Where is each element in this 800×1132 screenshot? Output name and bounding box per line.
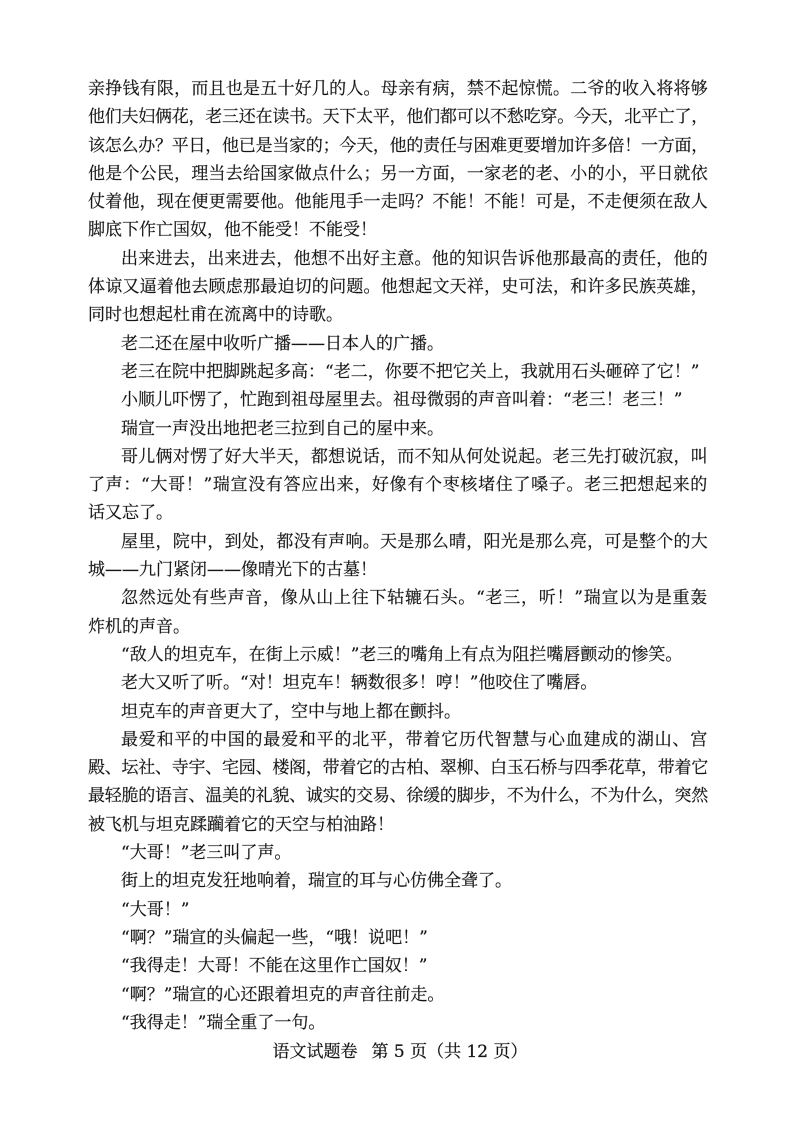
text-line: 老二还在屋中收听广播——日本人的广播。 xyxy=(121,333,444,354)
text-line: 脚底下作亡国奴，他不能受！不能受！ xyxy=(88,220,377,241)
text-line: 话又忘了。 xyxy=(88,503,173,524)
paragraph xyxy=(88,698,708,726)
paragraph xyxy=(88,584,708,641)
paragraph xyxy=(88,75,708,245)
text-line: 城——九门紧闭——像晴光下的古墓！ xyxy=(88,560,377,581)
text-line: 仗着他，现在便更需要他。他能甩手一走吗？不能！不能！可是，不走便须在敌人 xyxy=(88,192,708,213)
text-line: “敌人的坦克车，在街上示威！”老三的嘴角上有点为阻拦嘴唇颤动的惨笑。 xyxy=(121,644,683,665)
paragraph xyxy=(88,358,708,386)
text-line: 哥儿俩对愣了好大半天，都想说话，而不知从何处说起。老三先打破沉寂，叫 xyxy=(121,446,708,467)
text-line: 他是个公民，理当去给国家做点什么；另一方面，一家老的老、小的小，平日就依 xyxy=(88,163,708,184)
text-line: 坦克车的声音更大了，空中与地上都在颤抖。 xyxy=(121,701,461,722)
text-line: “啊？”瑞宣的头偏起一些，“哦！说吧！” xyxy=(121,927,428,948)
text-line: 瑞宣一声没出地把老三拉到自己的屋中来。 xyxy=(121,418,444,439)
text-line: “大哥！” xyxy=(121,899,190,920)
paragraph xyxy=(88,924,708,952)
text-line: 体谅又逼着他去顾虑那最迫切的问题。他想起文天祥，史可法，和许多民族英雄， xyxy=(88,277,708,298)
text-line: 小顺儿吓愣了，忙跑到祖母屋里去。祖母微弱的声音叫着：“老三！老三！” xyxy=(121,390,683,411)
text-line: 该怎么办？平日，他已是当家的；今天，他的责任与困难更要增加许多倍！一方面， xyxy=(88,135,708,156)
text-line: “我得走！大哥！不能在这里作亡国奴！” xyxy=(121,956,428,977)
text-line: 街上的坦克发狂地响着，瑞宣的耳与心仿佛全聋了。 xyxy=(121,871,512,892)
paragraph xyxy=(88,867,708,895)
passage-text xyxy=(88,75,708,1037)
paragraph xyxy=(88,896,708,924)
text-line: 同时也想起杜甫在流离中的诗歌。 xyxy=(88,305,343,326)
footer-subject: 语文试题卷 xyxy=(272,1042,358,1062)
paragraph xyxy=(88,245,708,330)
text-line: “大哥！”老三叫了声。 xyxy=(121,843,292,864)
text-line: 屋里，院中，到处，都没有声响。天是那么晴，阳光是那么亮，可是整个的大 xyxy=(121,531,708,552)
paragraph xyxy=(88,1009,708,1037)
paragraph xyxy=(88,839,708,867)
text-line: 出来进去，出来进去，他想不出好主意。他的知识告诉他那最高的责任，他的 xyxy=(121,248,708,269)
paragraph xyxy=(88,330,708,358)
page-footer xyxy=(0,1041,800,1063)
text-line: 忽然远处有些声音，像从山上往下轱辘石头。“老三，听！”瑞宣以为是重轰 xyxy=(121,588,708,609)
paragraph xyxy=(88,415,708,443)
text-line: 了声：“大哥！”瑞宣没有答应出来，好像有个枣核堵住了嗓子。老三把想起来的 xyxy=(88,475,708,496)
paragraph xyxy=(88,669,708,697)
text-line: 亲挣钱有限，而且也是五十好几的人。母亲有病，禁不起惊慌。二爷的收入将将够 xyxy=(88,79,708,99)
paragraph xyxy=(88,386,708,414)
paragraph xyxy=(88,641,708,669)
text-line: 最爱和平的中国的最爱和平的北平，带着它历代智慧与心血建成的湖山、宫 xyxy=(121,729,708,750)
text-line: “我得走！”瑞全重了一句。 xyxy=(121,1012,326,1033)
text-line: 他们夫妇俩花，老三还在读书。天下太平，他们都可以不愁吃穿。今天，北平亡了， xyxy=(88,107,708,128)
paragraph xyxy=(88,528,708,585)
paragraph xyxy=(88,443,708,528)
text-line: 被飞机与坦克蹂躏着它的天空与柏油路！ xyxy=(88,814,394,835)
paragraph xyxy=(88,952,708,980)
text-line: 殿、坛社、寺宇、宅园、楼阁，带着它的古柏、翠柳、白玉石桥与四季花草，带着它 xyxy=(88,758,708,779)
paragraph xyxy=(88,981,708,1009)
text-line: 最轻脆的语言、温美的礼貌、诚实的交易、徐缓的脚步，不为什么，不为什么，突然 xyxy=(88,786,708,807)
footer-page-number: 第 5 页（共 12 页） xyxy=(371,1042,528,1062)
text-line: 老三在院中把脚跳起多高：“老二，你要不把它关上，我就用石头砸碎了它！” xyxy=(121,361,700,382)
paragraph xyxy=(88,726,708,839)
text-line: 炸机的声音。 xyxy=(88,616,190,637)
text-line: 老大又听了听。“对！坦克车！辆数很多！哼！”他咬住了嘴唇。 xyxy=(121,673,598,694)
text-line: “啊？”瑞宣的心还跟着坦克的声音往前走。 xyxy=(121,984,445,1005)
